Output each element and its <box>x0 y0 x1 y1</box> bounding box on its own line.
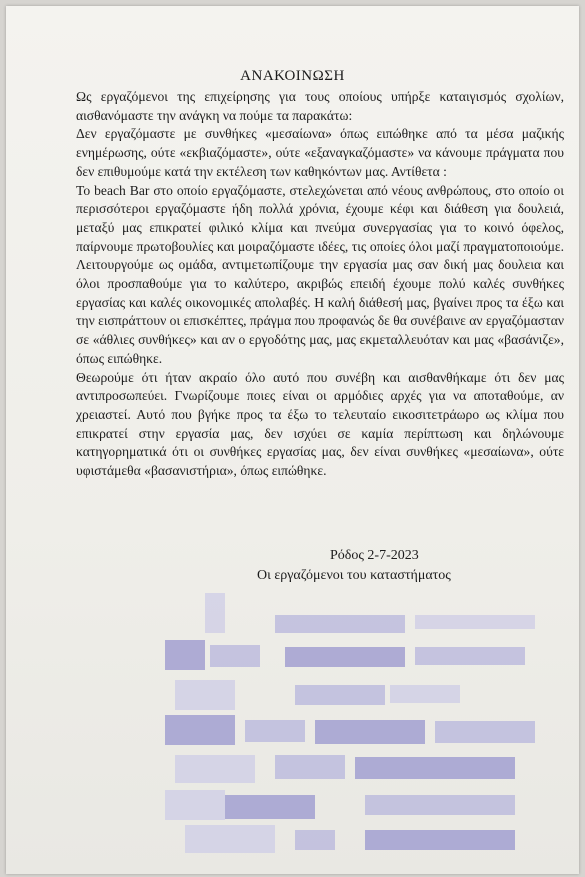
redaction-block <box>275 615 405 633</box>
paragraph-conclusion: Θεωρούμε ότι ήταν ακραίο όλο αυτό που συνέβη και αισθανθήκαμε ότι δεν μας αντιπροσωπεύει. Γνωρίζουμε ποιες είναι οι αρμόδιες αρχές για να αποταθούμε, αν χρειαστεί. Αυτό που βγήκε προς τα έξω το τελευταίο εικοσιτετράωρο ως κλίμα που επικρατεί στην εργασία μας, δεν ισχύει σε καμία περίπτωση και δηλώνουμε κατηγορηματικά ότι οι συνθήκες εργασίας μας, δεν είναι συνθήκες «μεσαίωνα», ούτε υφιστάμεθα «βασανιστήρια», όπως ειπώθηκε. <box>76 369 564 479</box>
document-signoff: Οι εργαζόμενοι του καταστήματος <box>257 568 451 583</box>
paragraph-intro: Ως εργαζόμενοι της επιχείρησης για τους οποίους υπήρξε καταιγισμός σχολίων, αισθανόμαστε την ανάγκη να πούμε τα παρακάτω: <box>76 89 564 123</box>
redaction-block <box>165 790 225 820</box>
redaction-block <box>315 720 425 744</box>
redaction-block <box>205 593 225 633</box>
redaction-block <box>165 715 235 745</box>
redaction-block <box>390 685 460 703</box>
redaction-block <box>225 795 315 819</box>
paragraph-description: Το beach Bar στο οποίο εργαζόμαστε, στελεχώνεται από νέους ανθρώπους, στο οποίο οι περισσότεροι εργαζόμαστε ήδη πολλά χρόνια, έχουμε κέφι και διάθεση για δουλειά, μεταξύ μας επικρατεί φιλικό κλίμα και πνεύμα συνεργασίας για το κοινό όφελος, παίρνουμε πρωτοβουλίες και μοιραζόμαστε ιδέες, τις οποίες όλοι μαζί πραγματοποιούμε. Λειτουργούμε ως ομάδα, αντιμετωπίζουμε την εργασία μας σαν δική μας δουλεια και όλοι προσπαθούμε για το καλύτερο, ακριβώς επειδή έχουμε πολύ καλές συνθήκες εργασίας και καλές οικονομικές απολαβές. Η καλή διάθεσή μας, βγαίνει προς τα έξω και την εισπράττουν οι επισκέπτες, πράγμα που προφανώς δε θα συνέβαινε αν εργαζόμασταν σε «άθλιες συνθήκες» και αν ο εργοδότης μας, μας εκμεταλλευόταν και μας «βασάνιζε», όπως ειπώθηκε. <box>76 182 564 366</box>
redaction-block <box>365 830 515 850</box>
redaction-block <box>365 795 515 815</box>
document-date: Ρόδος 2-7-2023 <box>330 548 419 563</box>
redaction-block <box>175 680 235 710</box>
redaction-block <box>175 755 255 783</box>
redaction-block <box>285 647 405 667</box>
redaction-block <box>245 720 305 742</box>
redaction-block <box>415 615 535 629</box>
redaction-block <box>415 647 525 665</box>
redaction-block <box>275 755 345 779</box>
document-body <box>76 88 564 481</box>
redaction-block <box>295 685 385 705</box>
redaction-block <box>185 825 275 853</box>
paragraph-denial: Δεν εργαζόμαστε με συνθήκες «μεσαίωνα» όπως ειπώθηκε από τα μέσα μαζικής ενημέρωσης, ούτε «εκβιαζόμαστε», ούτε «εξαναγκαζόμαστε» να κάνουμε πράγματα που δεν επιθυμούμε κατά την εκτέλεση των καθηκόντων μας. Αντίθετα : <box>76 126 564 179</box>
redaction-block <box>435 721 535 743</box>
redaction-block <box>355 757 515 779</box>
redaction-block <box>295 830 335 850</box>
redaction-block <box>165 640 205 670</box>
redacted-signatures <box>165 585 555 865</box>
redaction-block <box>210 645 260 667</box>
document-title: ΑΝΑΚΟΙΝΩΣΗ <box>240 68 345 84</box>
